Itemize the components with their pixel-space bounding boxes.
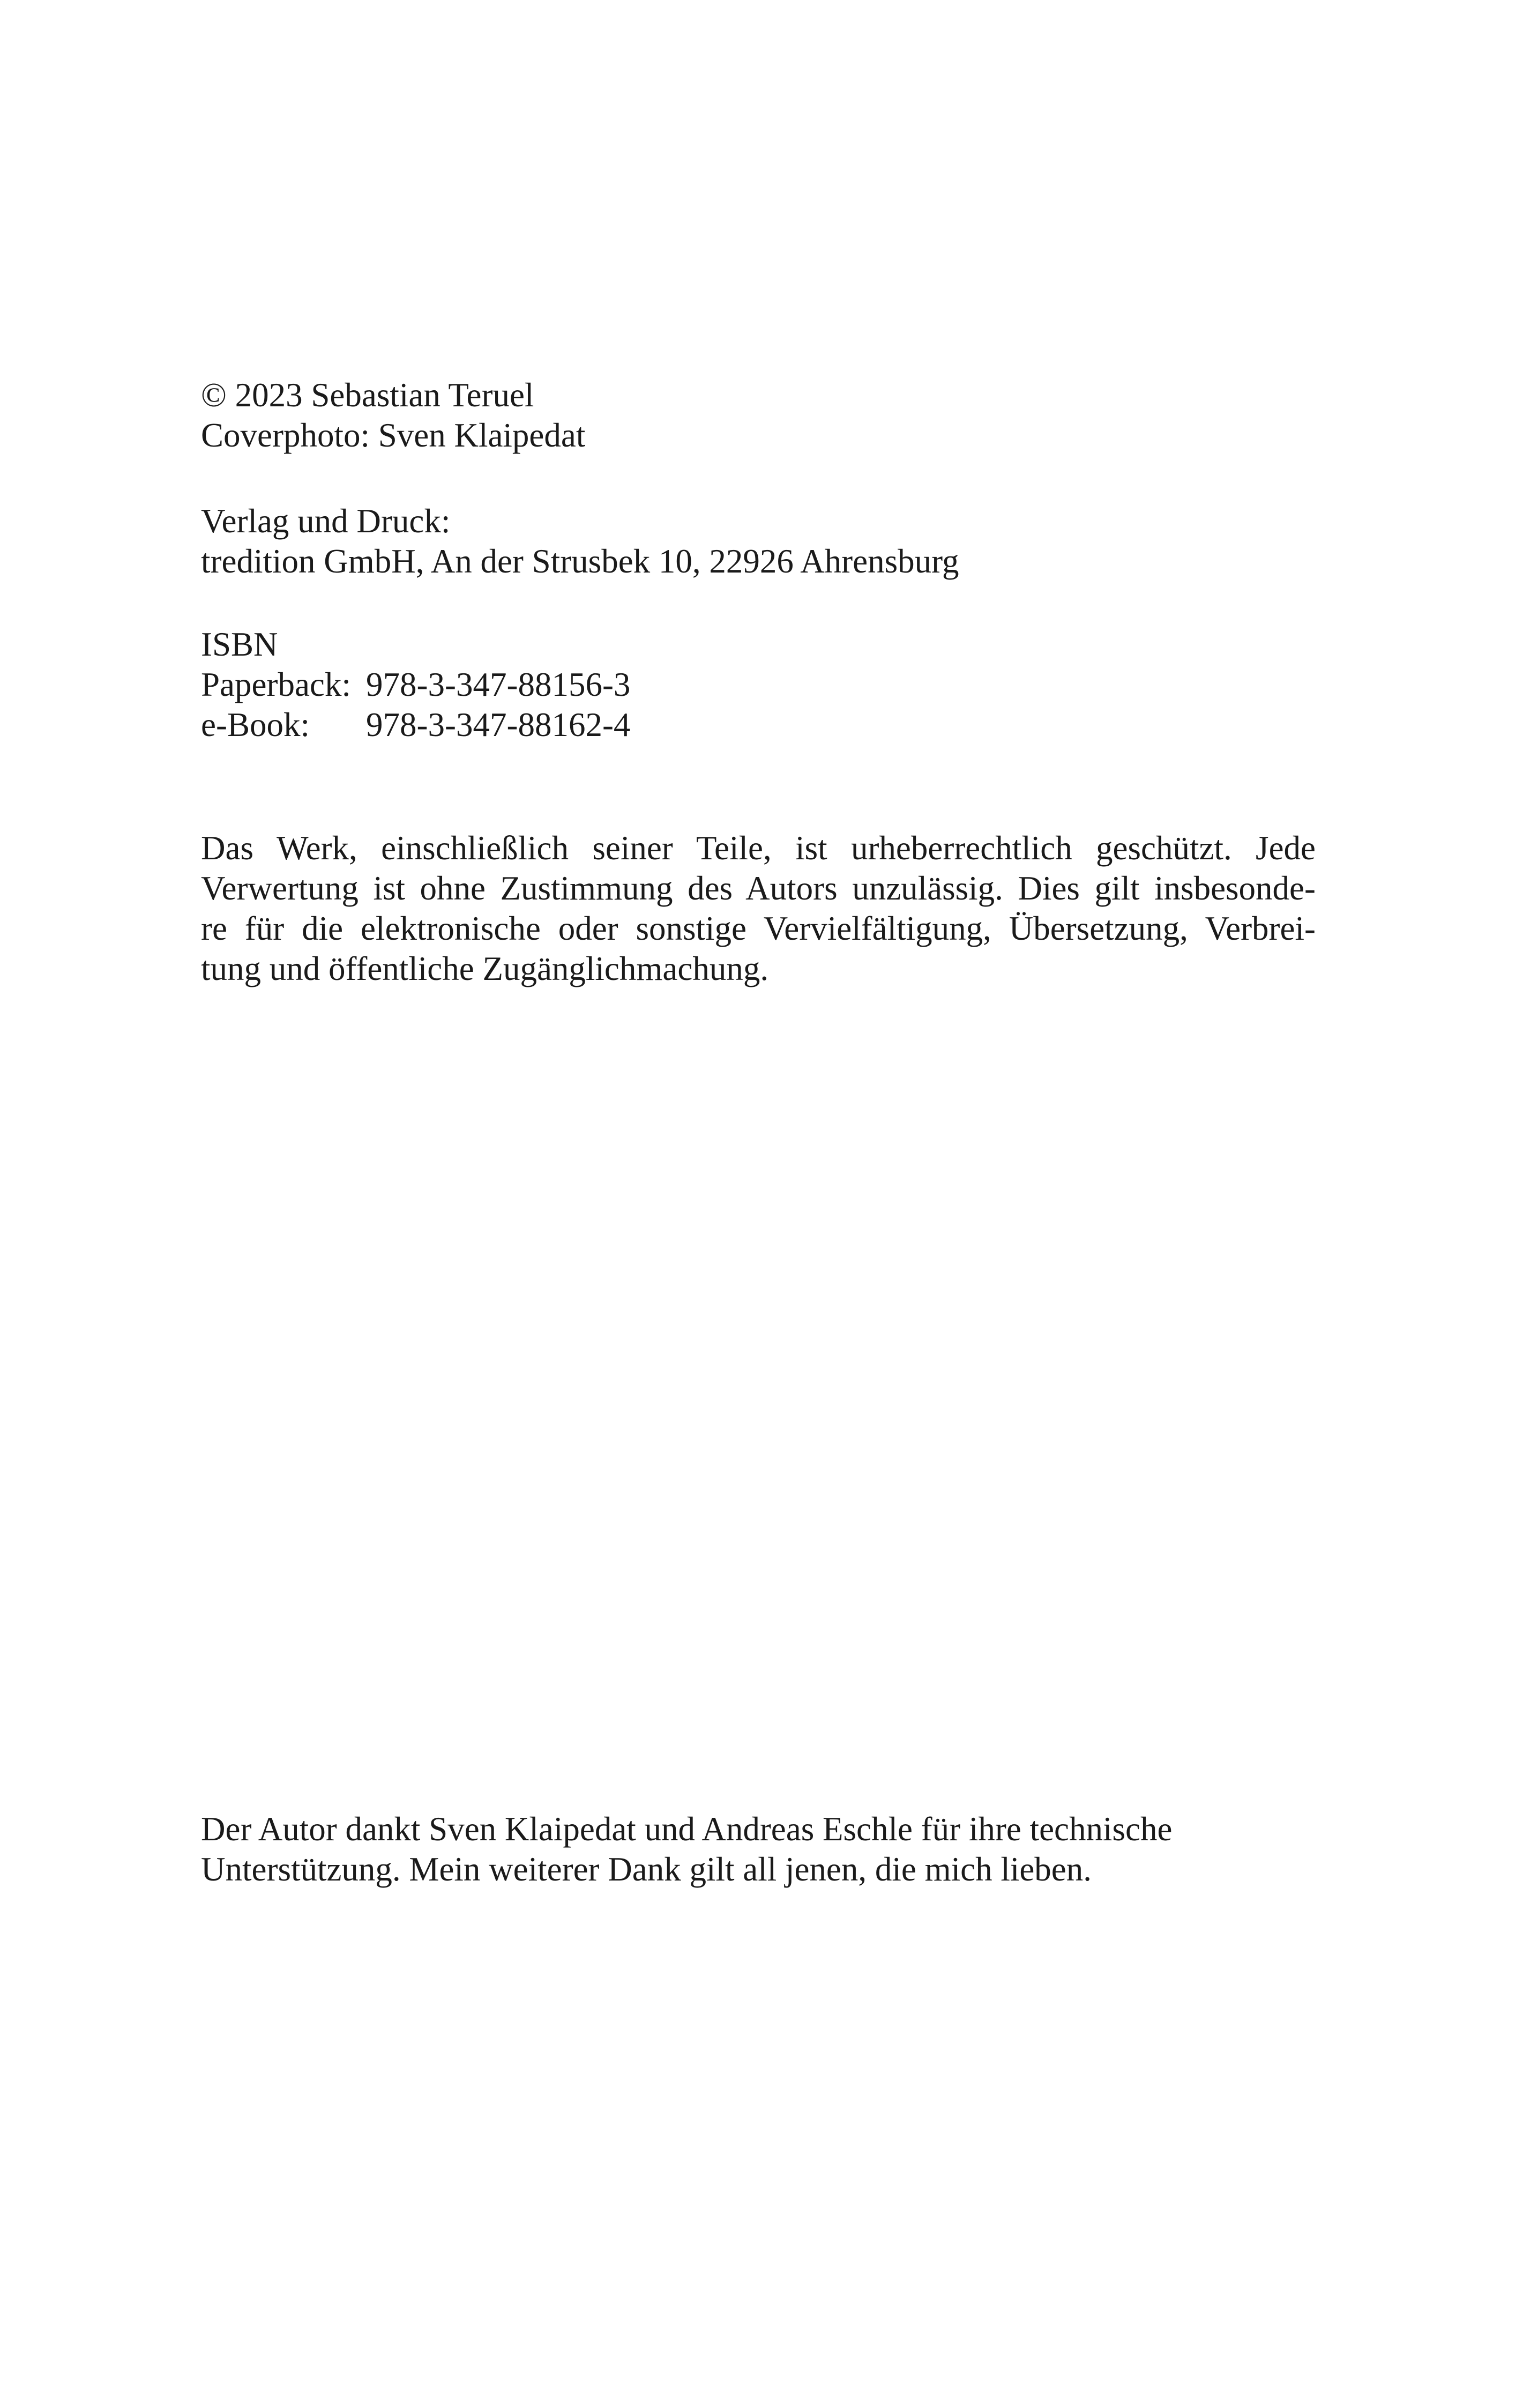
rights-notice [201,828,1316,989]
acknowledgement-line: Der Autor dankt Sven Klaipedat und Andreas Eschle für ihre technische [201,1810,1173,1848]
rights-notice-line: Verwertung ist ohne Zustimmung des Autors unzulässig. Dies gilt insbesonde- [201,869,1316,907]
acknowledgement-line: Unterstützung. Mein weiterer Dank gilt all jenen, die mich lieben. [201,1850,1092,1888]
isbn-block [201,625,1316,745]
acknowledgement [201,1809,1316,1890]
isbn-heading: ISBN [201,626,278,663]
isbn-label: Paperback: [201,666,351,703]
publisher-block [201,501,1316,582]
isbn-row-paperback [201,665,1316,705]
rights-notice-line: Das Werk, einschließlich seiner Teile, ist urheberrechtlich geschützt. Jede [201,829,1316,867]
copyright-block [201,375,1316,456]
isbn-value: 978-3-347-88156-3 [366,666,631,703]
rights-notice-line: tung und öffentliche Zugänglichmachung. [201,950,769,987]
isbn-row-ebook [201,705,1316,745]
isbn-value: 978-3-347-88162-4 [366,706,631,744]
publisher-address: tredition GmbH, An der Strusbek 10, 22926 Ahrensburg [201,542,959,580]
publisher-heading: Verlag und Druck: [201,502,451,540]
cover-photo-credit: Coverphoto: Sven Klaipedat [201,417,586,454]
rights-notice-line: re für die elektronische oder sonstige Vervielfältigung, Übersetzung, Verbrei- [201,910,1316,947]
copyright-line: © 2023 Sebastian Teruel [201,376,534,414]
isbn-label: e-Book: [201,706,310,744]
